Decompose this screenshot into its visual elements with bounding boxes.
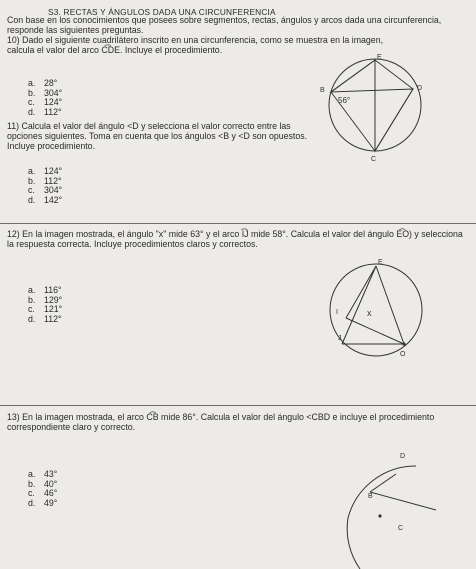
option-letter: c. [28,488,35,499]
question-13-number: 13) [7,412,20,422]
option-letter: c. [28,185,35,196]
option-letter: c. [28,97,35,108]
option-letter: b. [28,294,36,305]
label-b: B [320,87,325,94]
option-letter: d. [28,106,36,117]
option-letter: b. [28,175,36,186]
option-value: 304° [44,185,63,196]
label-o: O [400,351,406,358]
option-letter: d. [28,313,36,324]
option-letter: c. [28,304,35,315]
label-e: E [378,259,383,266]
angle-label: 56° [338,96,351,105]
label-j: J [338,335,342,342]
option-value: 40° [44,478,58,489]
option-letter: d. [28,497,36,508]
option-value: 124° [44,97,63,108]
option-value: 49° [44,497,58,508]
option-row[interactable] [28,499,57,509]
label-c: C [371,156,377,163]
label-d: D [400,453,406,460]
option-value: 112° [44,313,62,324]
question-13-prompt: En la imagen mostrada, el arco C͡B mide 86°. Calcula el valor del ángulo <CBD e incluye el procedimiento correspondiente claro y correcto. [7,412,435,432]
option-value: 112° [44,175,62,186]
question-13-text [7,412,469,432]
option-value: 43° [44,469,58,479]
option-letter: a. [28,166,36,176]
option-value: 121° [44,304,63,315]
option-value: 124° [44,166,63,176]
option-value: 28° [44,78,58,88]
question-11-options [28,167,62,205]
question-12-number: 12) [7,229,20,239]
option-value: 46° [44,488,58,499]
option-letter: b. [28,87,36,98]
question-10-text [7,35,392,55]
question-12-figure [318,259,448,362]
option-value: 142° [44,194,63,205]
option-letter: d. [28,194,36,205]
question-10-options [28,79,62,117]
option-letter: b. [28,478,36,489]
label-c: C [398,525,404,532]
label-e: E [377,54,382,61]
intro-text: Con base en los conocimientos que posees sobre segmentos, rectas, ángulos y arcos dada una circunferencia, responde las siguientes preguntas. [7,15,442,35]
question-13-figure [318,450,438,569]
label-d: D [417,85,423,92]
question-10-number: 10) [7,35,20,45]
divider [0,223,476,224]
option-letter: a. [28,78,36,88]
section-header: S3. RECTAS Y ÁNGULOS DADA UNA CIRCUNFERENCIA [48,7,276,17]
label-i: I [336,309,338,316]
option-row[interactable] [28,315,62,325]
question-12-text [7,229,469,249]
inscribed-quadrilateral [331,60,413,151]
question-11-text [7,121,325,151]
label-x: x [367,308,372,318]
option-letter: a. [28,285,36,295]
option-value: 304° [44,87,63,98]
option-letter: a. [28,469,36,479]
option-value: 116° [44,285,62,295]
question-10-prompt: Dado el siguiente cuadrilátero inscrito en una circunferencia, como se muestra en la imagen, calcula el valor del arco C͡DE. Incluye el procedimiento. [7,35,384,55]
question-13-options [28,470,57,508]
question-11-prompt: Calcula el valor del ángulo <D y selecciona el valor correcto entre las opciones siguientes. Toma en cuenta que los ángulos <B y <D son opuestos. Incluye procedimiento. [7,121,308,151]
option-row[interactable] [28,196,62,206]
divider [0,405,476,406]
question-11-number: 11) [7,121,20,131]
option-row[interactable] [28,108,62,118]
label-b: B [368,493,373,500]
question-10-figure [318,54,438,166]
option-value: 129° [44,294,63,305]
option-value: 112° [44,106,62,117]
question-12-options [28,286,62,324]
question-12-prompt: En la imagen mostrada, el ángulo "x" mide 63° y el arco I͡J mide 58°. Calcula el valor del ángulo E͡O) y selecciona la respuesta correcta. Incluye procedimientos claros y correctos. [7,229,463,249]
